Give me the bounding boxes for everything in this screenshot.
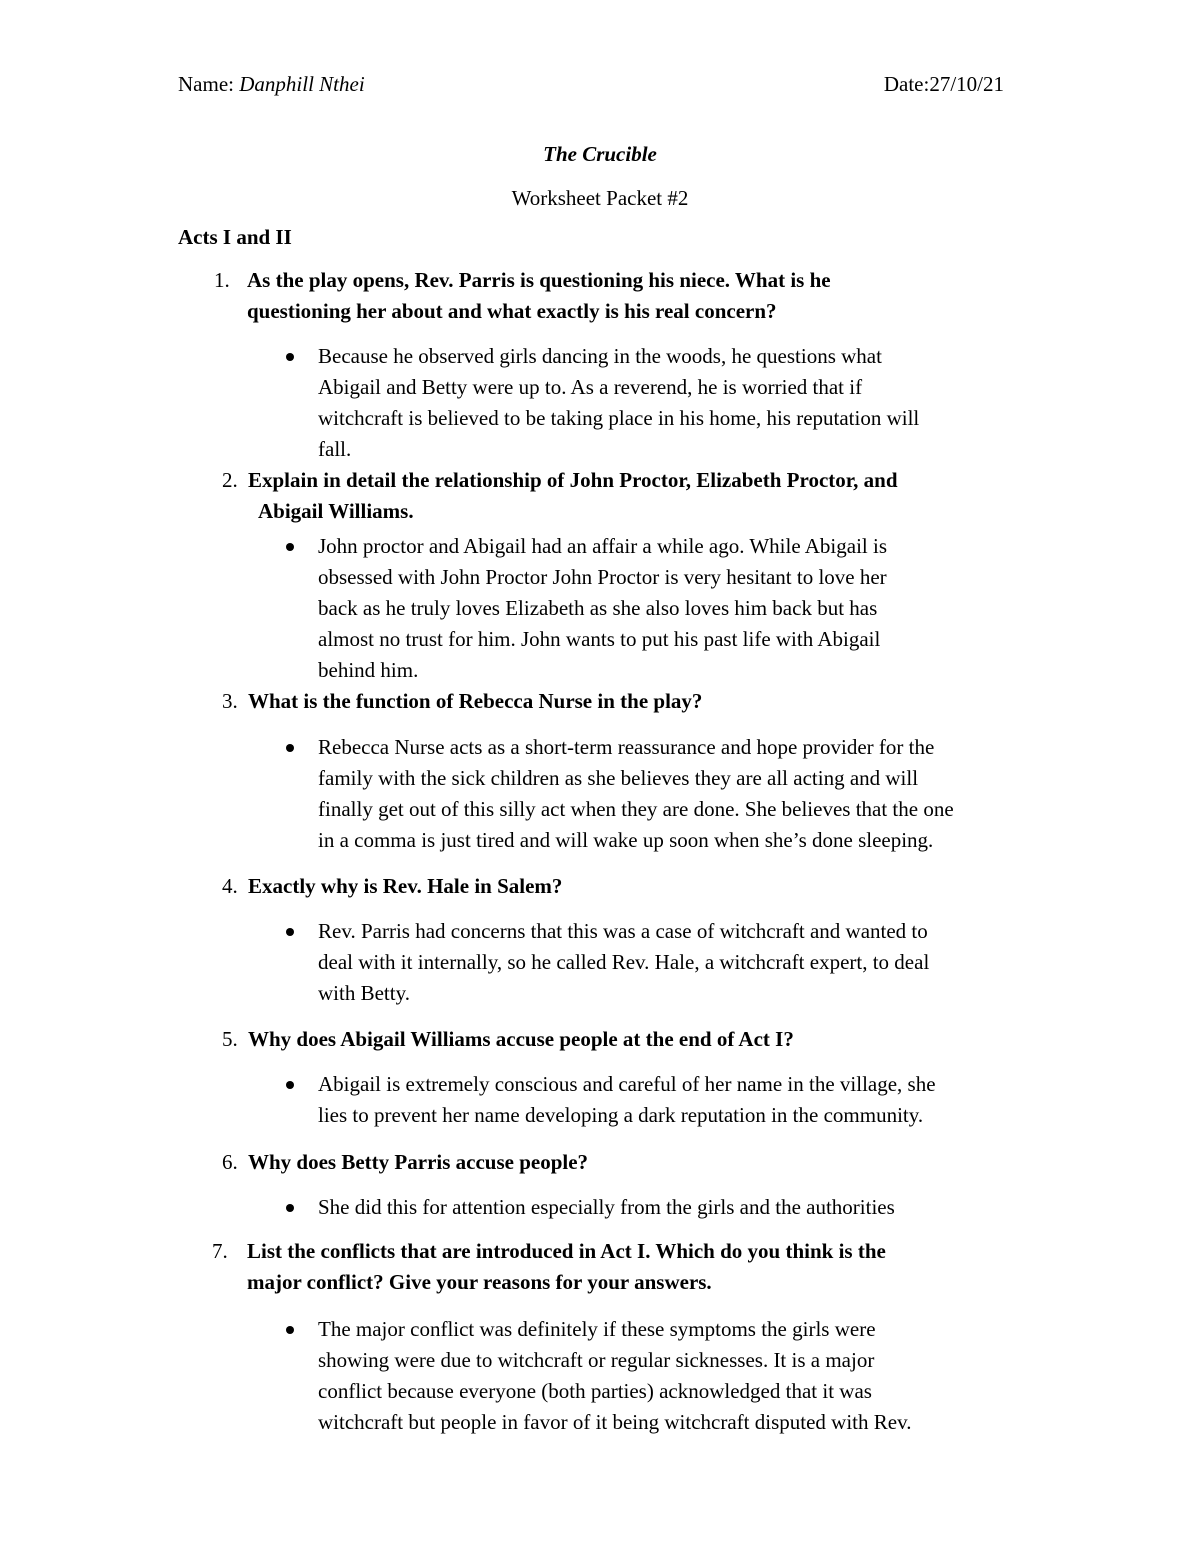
answer-line: lies to prevent her name developing a dark reputation in the community. <box>318 1103 924 1127</box>
bullet-icon <box>286 1081 294 1089</box>
question-line: List the conflicts that are introduced in Act I. Which do you think is the <box>247 1239 886 1263</box>
bullet-icon <box>286 353 294 361</box>
answer-line: almost no trust for him. John wants to put his past life with Abigail <box>318 627 881 651</box>
answer-line: Rev. Parris had concerns that this was a case of witchcraft and wanted to <box>318 919 928 943</box>
bullet-icon <box>286 543 294 551</box>
bullet-icon <box>286 1326 294 1334</box>
name-label: Name: <box>178 72 240 96</box>
name-field <box>178 72 365 97</box>
name-value: Danphill Nthei <box>239 72 365 96</box>
question-line: Explain in detail the relationship of John Proctor, Elizabeth Proctor, and <box>248 468 898 492</box>
answer-line: family with the sick children as she believes they are all acting and will <box>318 766 919 790</box>
answer-text <box>318 341 919 465</box>
bullet-icon <box>286 928 294 936</box>
answer-line: The major conflict was definitely if these symptoms the girls were <box>318 1317 876 1341</box>
bullet-icon <box>286 744 294 752</box>
question-line: questioning her about and what exactly is his real concern? <box>247 299 777 323</box>
answer-line: witchcraft is believed to be taking place in his home, his reputation will <box>318 406 920 430</box>
answer-line: She did this for attention especially from the girls and the authorities <box>318 1195 895 1219</box>
answer-line: in a comma is just tired and will wake up soon when she’s done sleeping. <box>318 828 934 852</box>
answer-line: finally get out of this silly act when they are done. She believes that the one <box>318 797 954 821</box>
bullet-icon <box>286 1204 294 1212</box>
question-line: Why does Abigail Williams accuse people at the end of Act I? <box>248 1027 794 1051</box>
answer-line: Rebecca Nurse acts as a short-term reassurance and hope provider for the <box>318 735 935 759</box>
document-subtitle: Worksheet Packet #2 <box>511 186 689 210</box>
question-number: 5. <box>222 1027 238 1051</box>
document-title: The Crucible <box>543 142 657 166</box>
answer-line: John proctor and Abigail had an affair a while ago. While Abigail is <box>318 534 887 558</box>
question-number: 3. <box>222 689 238 713</box>
answer-line: obsessed with John Proctor John Proctor is very hesitant to love her <box>318 565 887 589</box>
question-text <box>248 1024 794 1055</box>
question-number: 1. <box>214 268 230 292</box>
question-number: 6. <box>222 1150 238 1174</box>
answer-line: showing were due to witchcraft or regular sicknesses. It is a major <box>318 1348 875 1372</box>
answer-line: Abigail is extremely conscious and careful of her name in the village, she <box>318 1072 936 1096</box>
answer-line: with Betty. <box>318 981 410 1005</box>
question-text <box>248 871 562 902</box>
answer-text <box>318 1069 936 1131</box>
answer-line: back as he truly loves Elizabeth as she also loves him back but has <box>318 596 878 620</box>
answer-text <box>318 916 929 1009</box>
answer-text <box>318 1314 911 1438</box>
question-number: 2. <box>222 468 238 492</box>
question-line: Exactly why is Rev. Hale in Salem? <box>248 874 563 898</box>
answer-line: Abigail and Betty were up to. As a reverend, he is worried that if <box>318 375 863 399</box>
answer-line: conflict because everyone (both parties) acknowledged that it was <box>318 1379 872 1403</box>
answer-line: deal with it internally, so he called Rev. Hale, a witchcraft expert, to deal <box>318 950 930 974</box>
question-line: What is the function of Rebecca Nurse in the play? <box>248 689 703 713</box>
answer-line: behind him. <box>318 658 419 682</box>
question-text <box>248 465 898 527</box>
question-text <box>247 265 831 327</box>
question-line: Why does Betty Parris accuse people? <box>248 1150 589 1174</box>
question-text <box>248 686 702 717</box>
question-number: 4. <box>222 874 238 898</box>
question-text <box>247 1236 886 1298</box>
question-line: major conflict? Give your reasons for your answers. <box>247 1270 712 1294</box>
answer-text <box>318 732 954 856</box>
date-field: Date:27/10/21 <box>883 72 1004 96</box>
answer-text <box>318 531 887 686</box>
question-text <box>248 1147 588 1178</box>
answer-line: witchcraft but people in favor of it being witchcraft disputed with Rev. <box>318 1410 912 1434</box>
answer-line: fall. <box>318 437 352 461</box>
answer-text <box>318 1192 895 1223</box>
question-number: 7. <box>212 1239 228 1263</box>
question-line: Abigail Williams. <box>258 499 414 523</box>
section-heading: Acts I and II <box>178 225 292 249</box>
question-line: As the play opens, Rev. Parris is questioning his niece. What is he <box>247 268 831 292</box>
answer-line: Because he observed girls dancing in the woods, he questions what <box>318 344 882 368</box>
